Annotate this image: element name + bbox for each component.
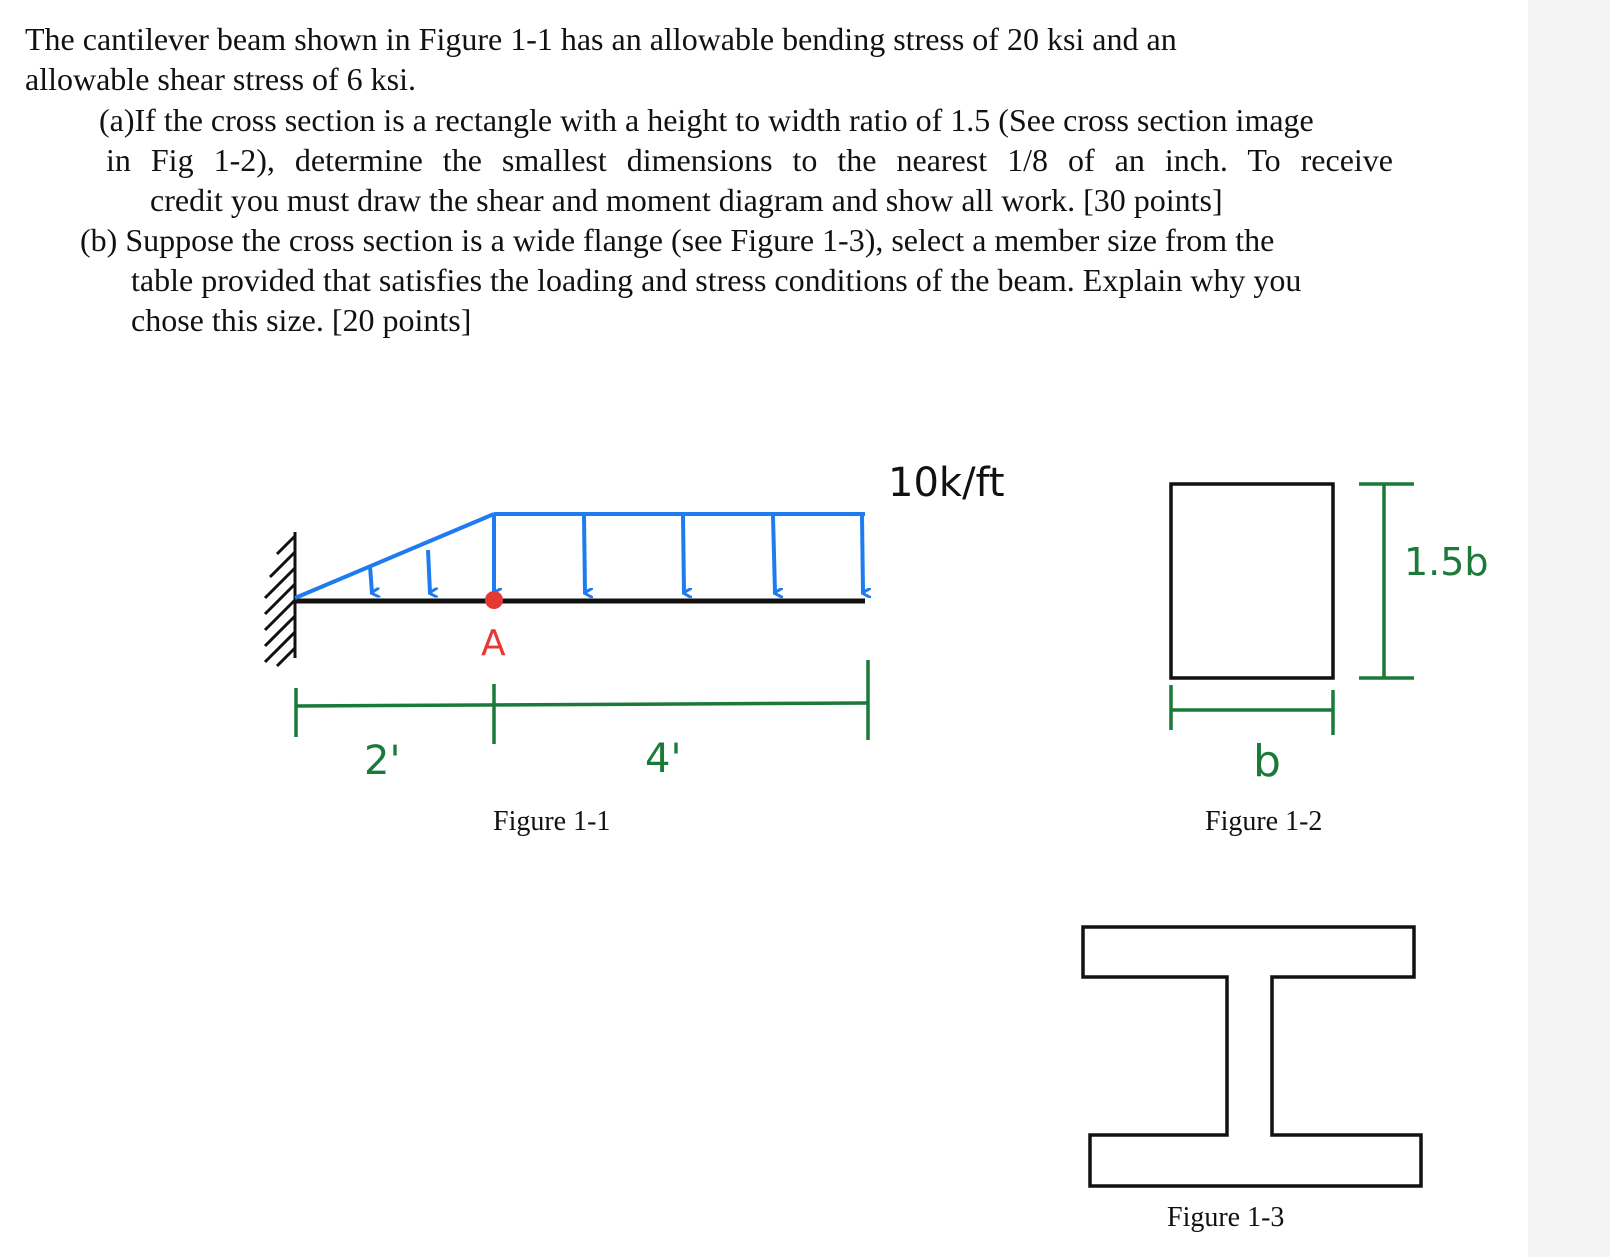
point-a-marker <box>485 591 503 609</box>
dimension-right-label: 4' <box>645 736 682 782</box>
fixed-support <box>265 532 295 666</box>
intro-line-2: allowable shear stress of 6 ksi. <box>25 61 417 97</box>
part-a-line-1: (a)If the cross section is a rectangle with a height to width ratio of 1.5 (See cross section image <box>99 102 1314 138</box>
width-label: b <box>1253 736 1281 787</box>
part-b-line-1: (b) Suppose the cross section is a wide flange (see Figure 1-3), select a member size from the <box>80 222 1275 258</box>
part-b-line-3: chose this size. [20 points] <box>131 302 472 338</box>
part-a-line-2: in Fig 1-2), determine the smallest dimensions to the nearest 1/8 of an inch. To receive <box>106 142 1393 178</box>
part-b-line-2: table provided that satisfies the loading and stress conditions of the beam. Explain why you <box>131 262 1302 298</box>
intro-line-1: The cantilever beam shown in Figure 1-1 has an allowable bending stress of 20 ksi and an <box>25 21 1177 57</box>
height-label: 1.5b <box>1404 540 1489 584</box>
load-intensity-label: 10k/ft <box>888 460 1005 506</box>
figure-1-1-caption: Figure 1-1 <box>493 806 611 837</box>
dimension-lines <box>296 660 868 744</box>
figure-1-3-caption: Figure 1-3 <box>1167 1202 1285 1233</box>
point-a-label: A <box>481 623 506 664</box>
dimension-left-label: 2' <box>364 738 401 784</box>
figure-1-2-section <box>1171 484 1414 735</box>
part-a-line-3: credit you must draw the shear and moment diagram and show all work. [30 points] <box>150 182 1223 218</box>
distributed-load <box>295 514 865 598</box>
figure-1-2-caption: Figure 1-2 <box>1205 806 1323 837</box>
figure-1-3-wide-flange <box>1083 927 1421 1186</box>
